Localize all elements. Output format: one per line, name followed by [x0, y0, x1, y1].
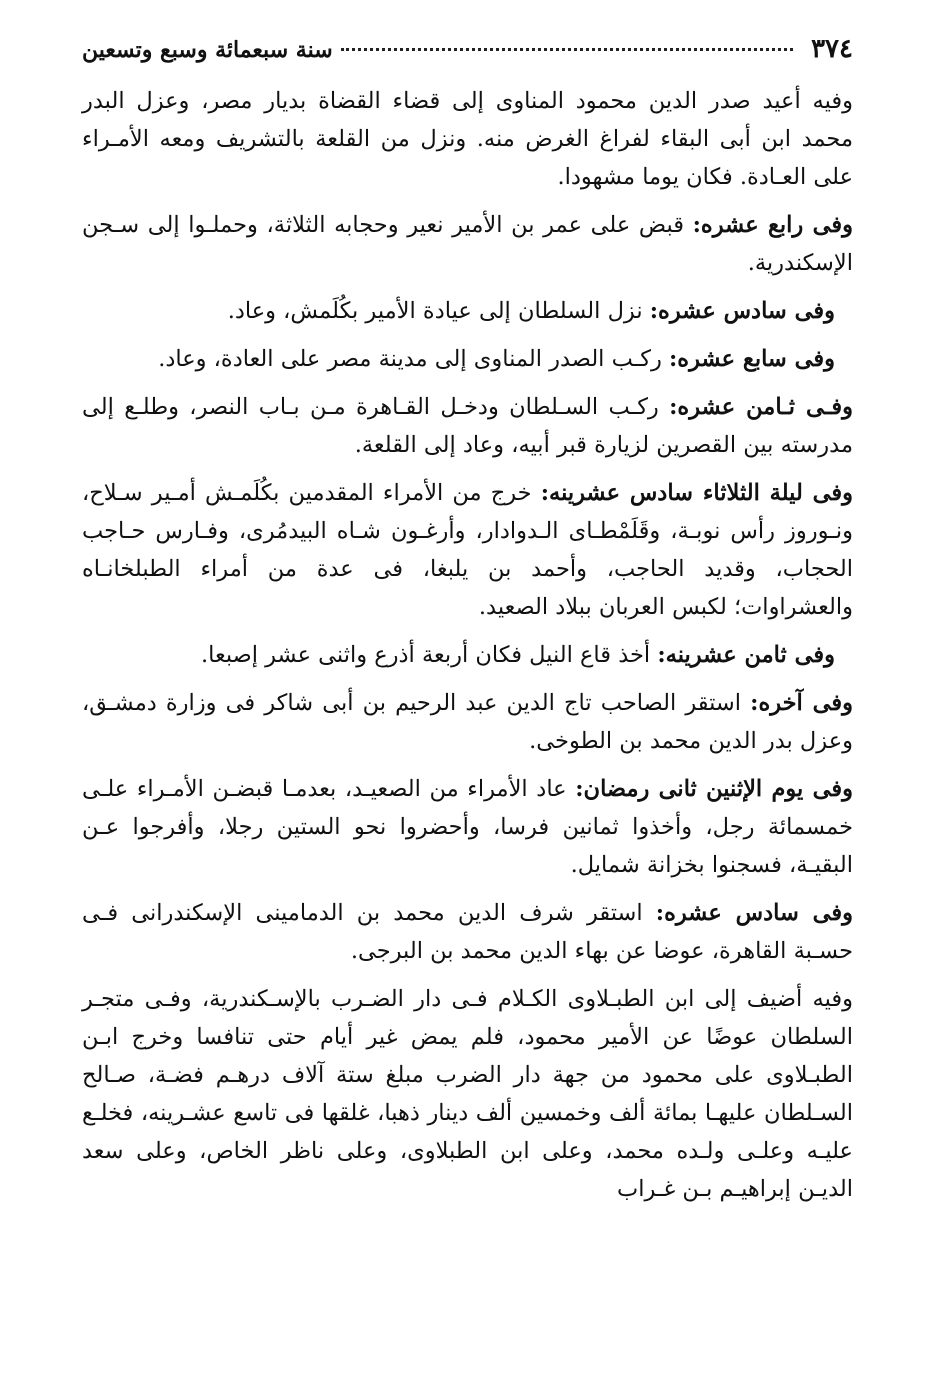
paragraph-text: أخذ قاع النيل فكان أربعة أذرع واثنى عشر إصبعا. [200, 642, 658, 668]
paragraph [82, 636, 853, 674]
paragraph [82, 292, 853, 330]
paragraph-text: خرج من الأمراء المقدمين بكُلَمـش أمـير سـلاح، ونـوروز رأس نوبـة، وقَلَمْطـاى الـدوادار، وأرغـون شـاه البيدمُرى، وفـارس حـاجب الحجاب، وقديد الحاجب، وأحمد بن يلبغا، فى عدة من أمراء الطبلخانـاه والعشراوات؛ لكبس العربان ببلاد الصعيد. [82, 480, 853, 620]
paragraph-lead: وفى سابع عشره: [669, 346, 835, 372]
paragraph [82, 474, 853, 626]
paragraph-lead: وفى ثامن عشرينه: [657, 642, 835, 668]
paragraph [82, 894, 853, 970]
paragraph-text: استقر شرف الدين محمد بن الدمامينى الإسكندرانى فـى حسـبة القاهرة، عوضا عن بهاء الدين محمد بن البرجى. [82, 900, 853, 964]
paragraph [82, 684, 853, 760]
paragraph [82, 206, 853, 282]
page-header [82, 34, 853, 76]
paragraph [82, 82, 853, 196]
paragraph-text: ركـب الصدر المناوى إلى مدينة مصر على العادة، وعاد. [158, 346, 669, 372]
paragraph-lead: وفى يوم الإثنين ثانى رمضان: [575, 776, 853, 802]
page-number: ٣٧٤ [811, 34, 853, 64]
paragraph-text: وفيه أضيف إلى ابن الطبـلاوى الكـلام فـى دار الضـرب بالإسـكندرية، وفـى متجـر السلطان عوضًا عن الأمير محمود، فلم يمض غير أيام حتى تنافسا وخرج ابـن الطبـلاوى على محمود من جهة دار الضرب مبلغ ستة آلاف درهـم فضـة، صـالح السـلطان عليهـا بمائة ألف وخمسين ألف دينار ذهبا، غلقها فى تاسع عشـرينه، فخلـع عليـه وعلـى ولـده محمد، وعلى ابن الطبلاوى، وعلى ناظر الخاص، وعلى سعد الديـن إبراهيـم بـن غـراب [82, 986, 853, 1202]
paragraph-text: ركـب السـلطان ودخـل القـاهرة مـن بـاب النصر، وطلـع إلى مدرسته بين القصرين لزيارة قبر أبيه، وعاد إلى القلعة. [82, 394, 853, 458]
paragraph-lead: وفى رابع عشره: [692, 212, 853, 238]
paragraph-text: قبض على عمر بن الأمير نعير وحجابه الثلاثة، وحملـوا إلى سـجن الإسكندرية. [82, 212, 853, 276]
paragraph [82, 340, 853, 378]
paragraph-lead: وفـى ثـامن عشره: [669, 394, 854, 420]
paragraph [82, 388, 853, 464]
paragraph-text: وفيه أعيد صدر الدين محمود المناوى إلى قضاء القضاة بديار مصر، وعزل البدر محمد ابن أبى البقاء لفراغ الغرض منه. ونزل من القلعة بالتشريف ومعه الأمـراء على العـادة. فكان يوما مشهودا. [82, 88, 853, 190]
page-body [82, 82, 853, 1208]
paragraph-lead: وفى سادس عشره: [655, 900, 853, 926]
running-title: سنة سبعمائة وسبع وتسعين [82, 37, 333, 63]
paragraph-text: عاد الأمراء من الصعيـد، بعدمـا قبضـن الأمـراء علـى خمسمائة رجل، وأخذوا ثمانين فرسا، وأحضروا نحو الستين رجلا، وأفرجوا عـن البقيـة، فسجنوا بخزانة شمايل. [82, 776, 853, 878]
paragraph-lead: وفى ليلة الثلاثاء سادس عشرينه: [540, 480, 853, 506]
paragraph-text: استقر الصاحب تاج الدين عبد الرحيم بن أبى شاكر فى وزارة دمشـق، وعزل بدر الدين محمد بن الطوخى. [82, 690, 853, 754]
paragraph-lead: وفى سادس عشره: [649, 298, 835, 324]
header-dot-leader [341, 48, 793, 51]
paragraph-lead: وفى آخره: [750, 690, 853, 716]
paragraph [82, 770, 853, 884]
paragraph [82, 980, 853, 1208]
paragraph-text: نزل السلطان إلى عيادة الأمير بكُلَمش، وعاد. [227, 298, 650, 324]
